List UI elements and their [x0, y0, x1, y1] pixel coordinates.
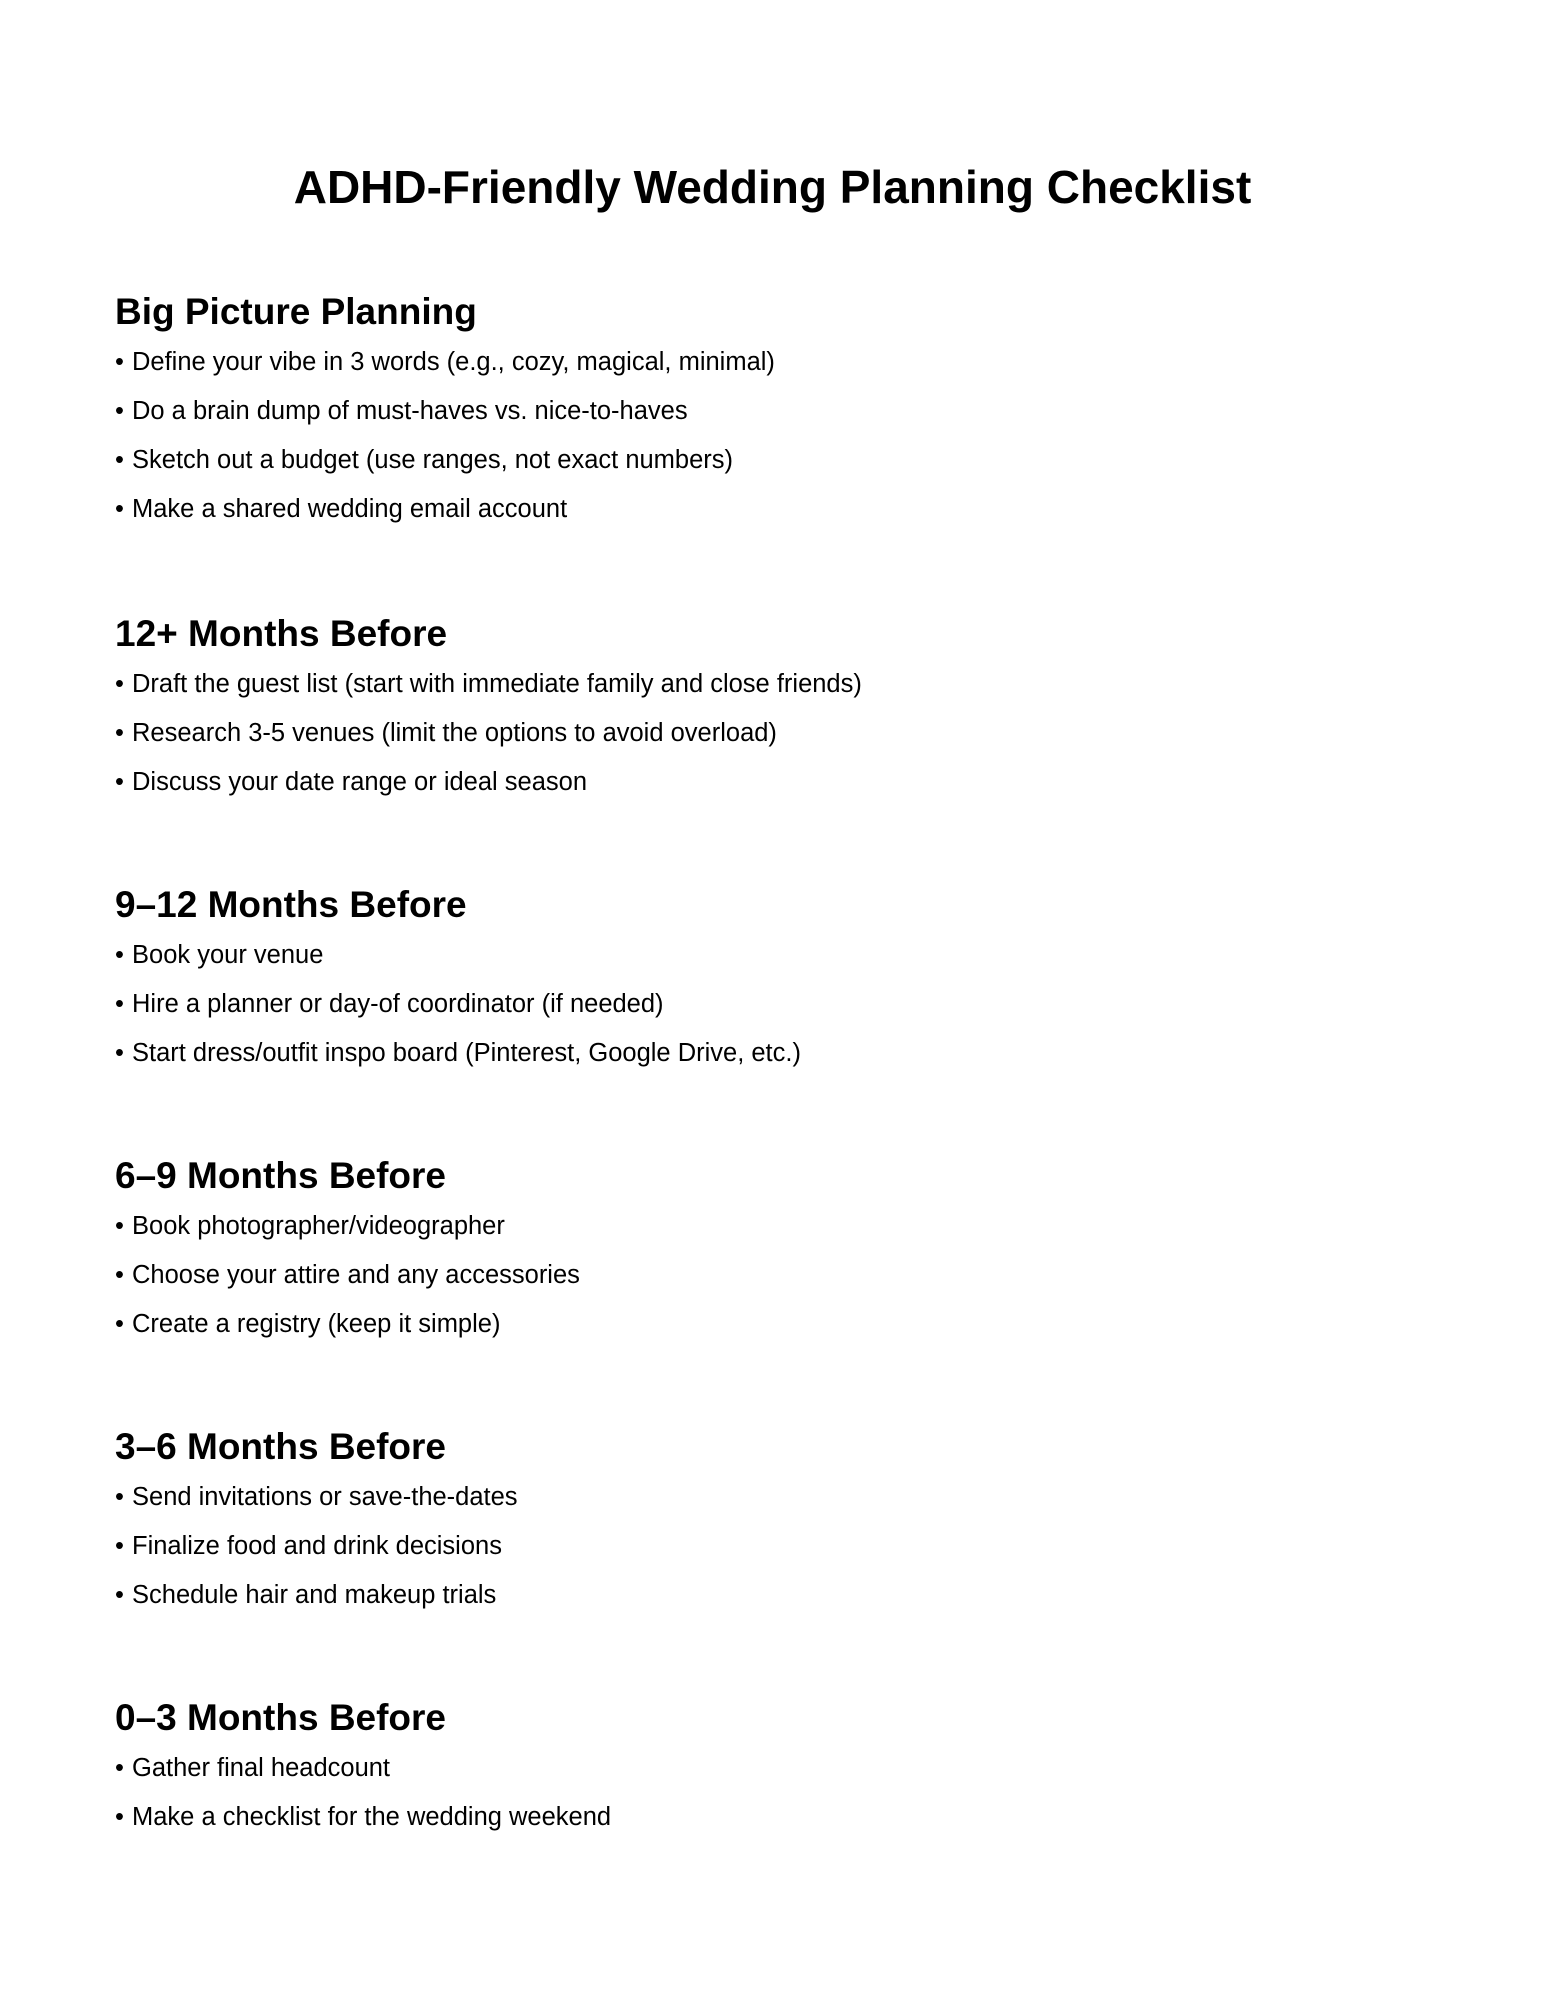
list-item-text: Choose your attire and any accessories [132, 1261, 580, 1289]
bullet-icon: • [115, 1212, 124, 1240]
list-item-text: Start dress/outfit inspo board (Pinterest, Google Drive, etc.) [132, 1039, 801, 1067]
bullet-icon: • [115, 397, 124, 425]
list-item [115, 1522, 1415, 1571]
list-item [115, 660, 1415, 709]
list-item-text: Draft the guest list (start with immediate family and close friends) [132, 670, 862, 698]
section-12-plus-months [115, 608, 1415, 807]
list-item-text: Research 3-5 venues (limit the options to avoid overload) [132, 719, 777, 747]
bullet-icon: • [115, 1581, 124, 1609]
list-item [115, 709, 1415, 758]
bullet-icon: • [115, 495, 124, 523]
section-heading: 9–12 Months Before [115, 884, 467, 925]
list-item-text: Create a registry (keep it simple) [132, 1310, 501, 1338]
checklist [115, 1473, 1415, 1620]
list-item-text: Make a shared wedding email account [132, 495, 568, 523]
list-item-text: Make a checklist for the wedding weekend [132, 1803, 612, 1831]
page-title: ADHD-Friendly Wedding Planning Checklist [293, 161, 1252, 213]
bullet-icon: • [115, 348, 124, 376]
list-item [115, 485, 1415, 534]
list-item [115, 1300, 1415, 1349]
section-9-12-months [115, 879, 1415, 1078]
list-item-text: Finalize food and drink decisions [132, 1532, 502, 1560]
checklist [115, 1202, 1415, 1349]
section-heading: 6–9 Months Before [115, 1155, 447, 1196]
bullet-icon: • [115, 1532, 124, 1560]
bullet-icon: • [115, 1039, 124, 1067]
list-item [115, 1571, 1415, 1620]
section-heading: Big Picture Planning [115, 291, 477, 332]
bullet-icon: • [115, 990, 124, 1018]
checklist [115, 931, 1415, 1078]
list-item [115, 1744, 1415, 1793]
list-item [115, 338, 1415, 387]
list-item-text: Schedule hair and makeup trials [132, 1581, 497, 1609]
list-item [115, 980, 1415, 1029]
checklist [115, 1744, 1415, 1842]
section-6-9-months [115, 1150, 1415, 1349]
section-3-6-months [115, 1421, 1415, 1620]
bullet-icon: • [115, 670, 124, 698]
bullet-icon: • [115, 1803, 124, 1831]
list-item-text: Send invitations or save-the-dates [132, 1483, 518, 1511]
list-item [115, 1029, 1415, 1078]
bullet-icon: • [115, 941, 124, 969]
list-item [115, 1473, 1415, 1522]
list-item-text: Do a brain dump of must-haves vs. nice-to-haves [132, 397, 688, 425]
list-item-text: Book photographer/videographer [132, 1212, 505, 1240]
list-item-text: Gather final headcount [132, 1754, 391, 1782]
list-item-text: Define your vibe in 3 words (e.g., cozy, magical, minimal) [132, 348, 775, 376]
list-item-text: Hire a planner or day-of coordinator (if needed) [132, 990, 664, 1018]
list-item-text: Sketch out a budget (use ranges, not exact numbers) [132, 446, 734, 474]
bullet-icon: • [115, 768, 124, 796]
list-item-text: Book your venue [132, 941, 324, 969]
section-heading: 12+ Months Before [115, 613, 448, 654]
section-heading: 3–6 Months Before [115, 1426, 447, 1467]
bullet-icon: • [115, 446, 124, 474]
list-item [115, 436, 1415, 485]
list-item [115, 1251, 1415, 1300]
list-item [115, 1793, 1415, 1842]
bullet-icon: • [115, 1261, 124, 1289]
section-big-picture-planning [115, 286, 1415, 534]
bullet-icon: • [115, 1754, 124, 1782]
list-item [115, 931, 1415, 980]
bullet-icon: • [115, 1483, 124, 1511]
list-item [115, 387, 1415, 436]
bullet-icon: • [115, 1310, 124, 1338]
section-heading: 0–3 Months Before [115, 1697, 447, 1738]
checklist [115, 660, 1415, 807]
list-item [115, 1202, 1415, 1251]
list-item-text: Discuss your date range or ideal season [132, 768, 588, 796]
list-item [115, 758, 1415, 807]
checklist [115, 338, 1415, 534]
bullet-icon: • [115, 719, 124, 747]
section-0-3-months [115, 1692, 1415, 1842]
